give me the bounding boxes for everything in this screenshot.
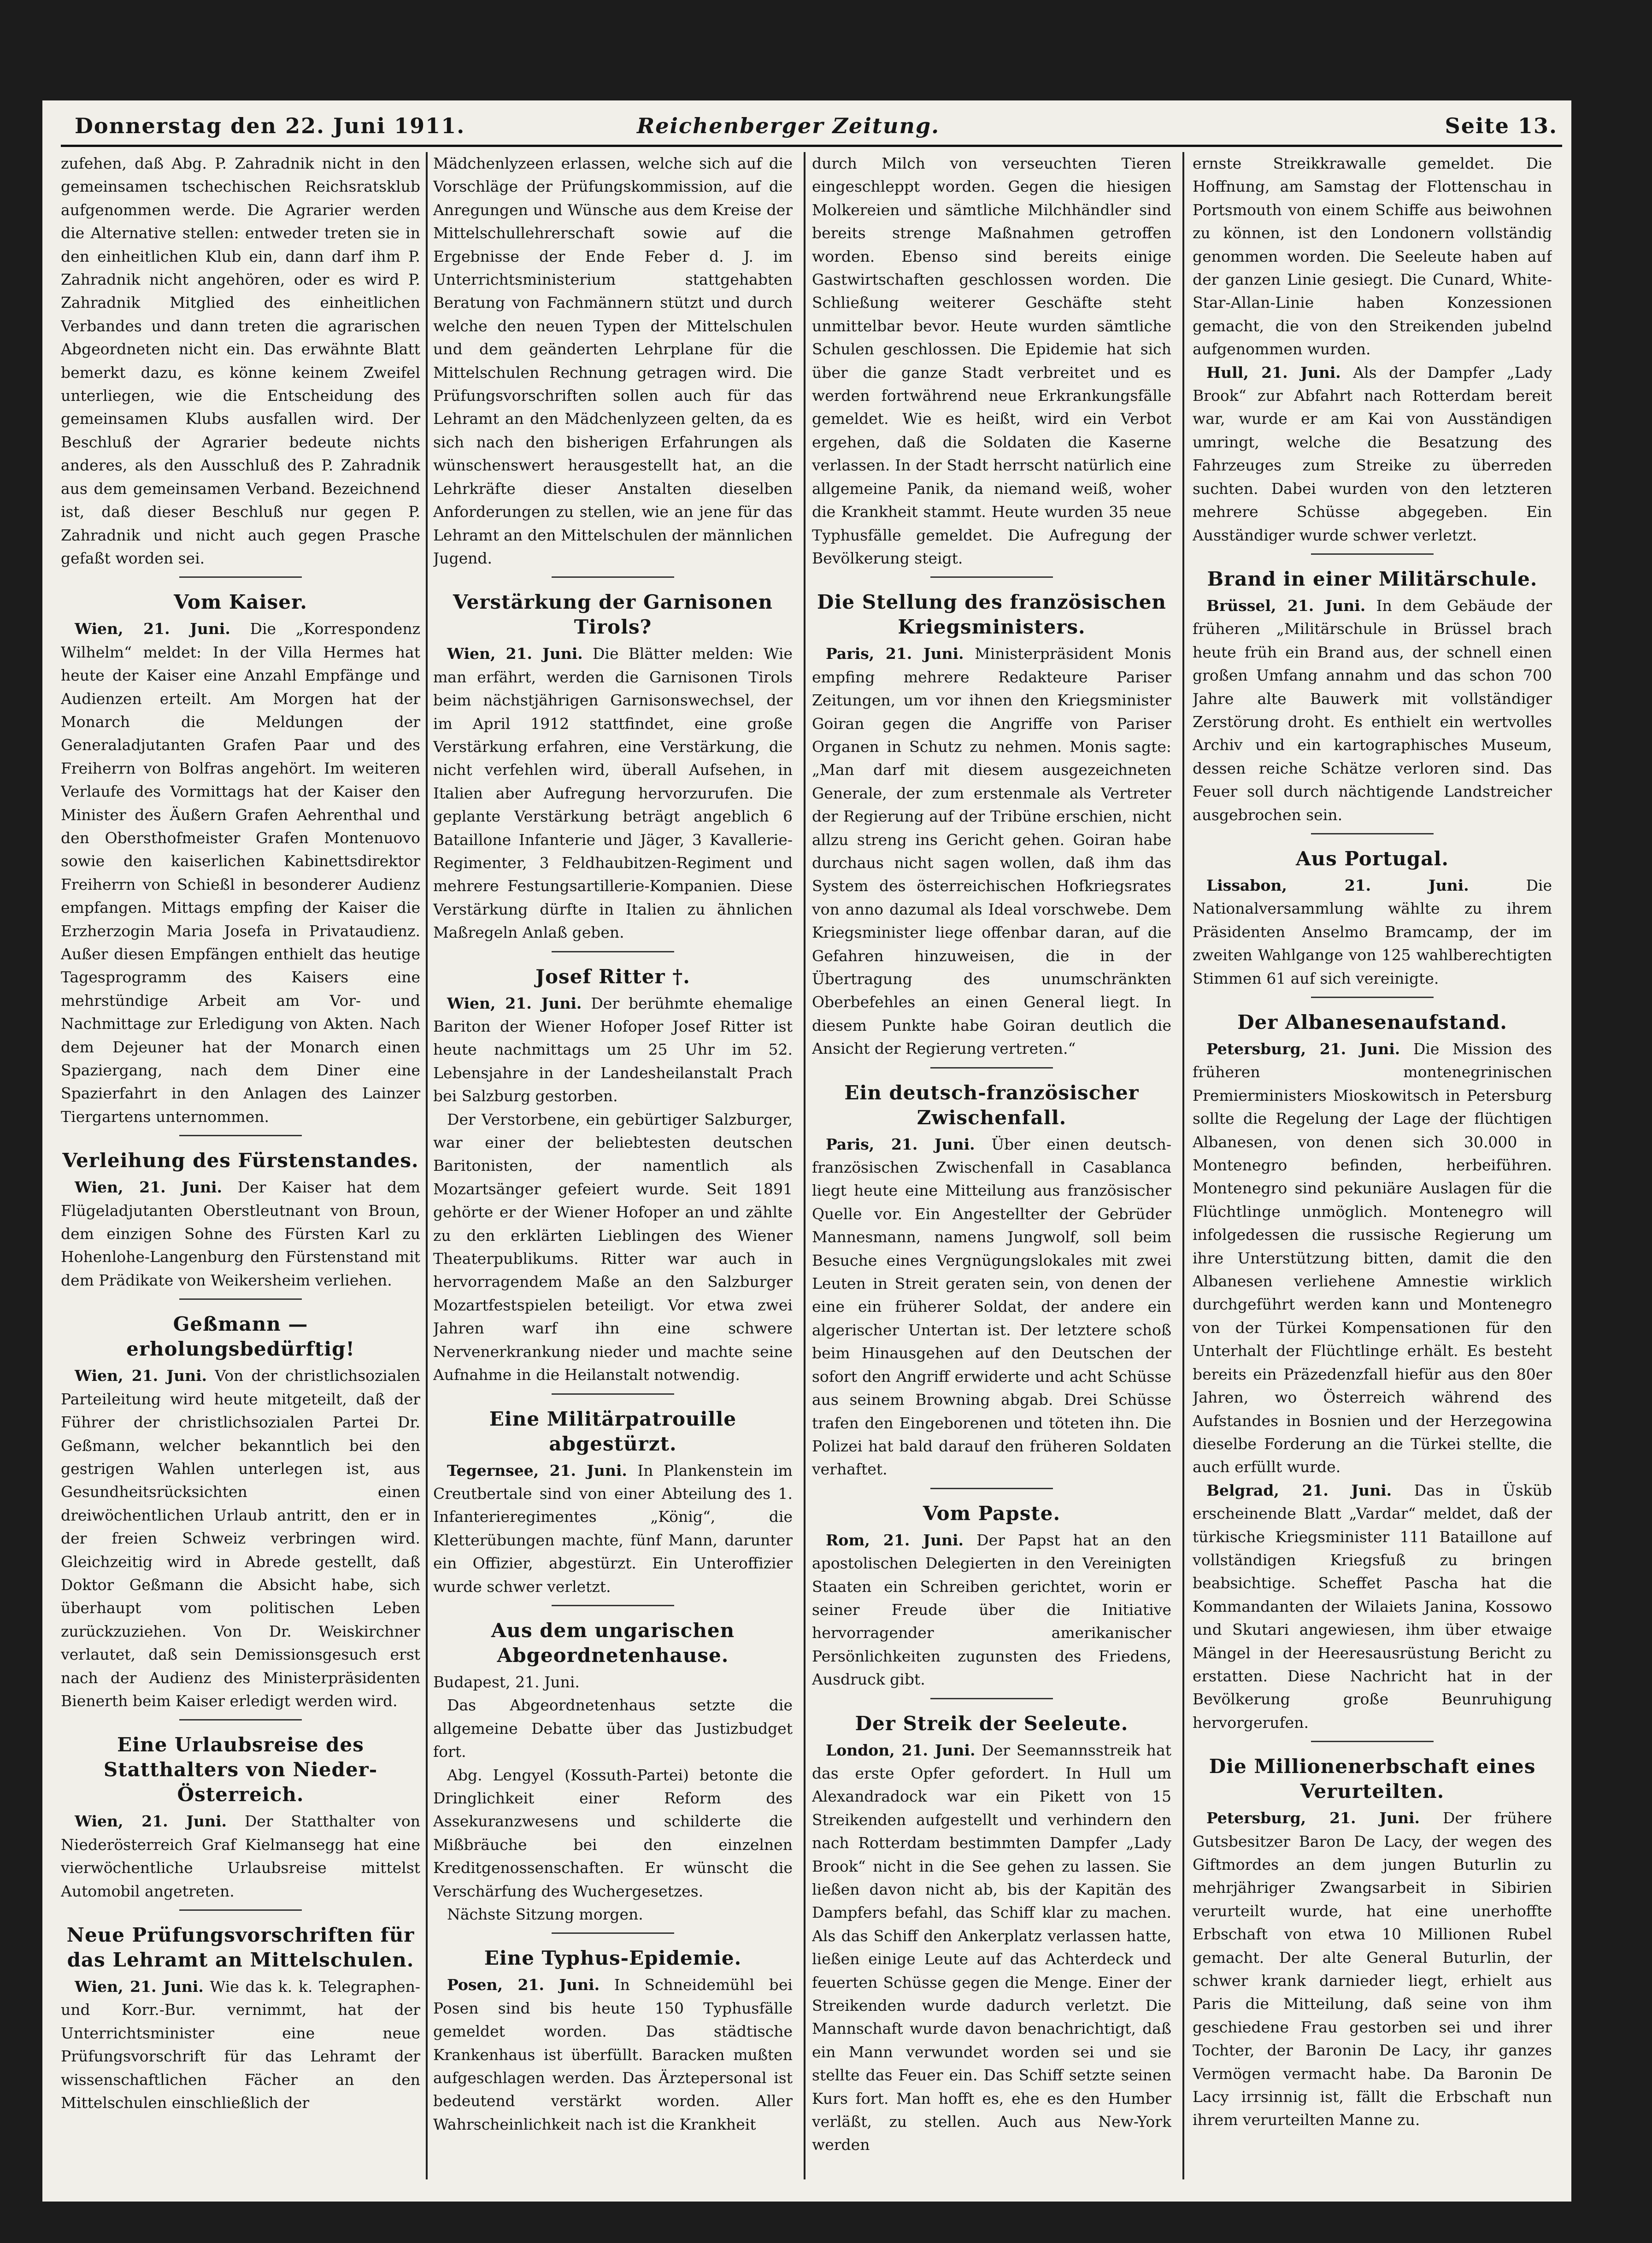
dateline: Tegernsee, 21. Juni. [447,1461,627,1480]
headline-rule [552,576,674,578]
dateline: Wien, 21. Juni. [75,1178,223,1197]
article-headline: Geßmann — erholungsbedürftig! [126,1313,355,1361]
article-headline: Verleihung des Fürstenstandes. [62,1149,419,1172]
article-text: Der Seemannsstreik hat das erste Opfer gefordert. In Hull um Alexandradock war ein Pikett von 15 Streikenden aufgestellt und verhindern den nach Rotterdam bestimmten Dampfer „Lady Brook“ nicht in die See gehen zu lassen. Sie ließen davon nicht ab, bis der Kapitän des Dampfers befahl, das Schiff klar zu machen. Als das Schiff den Ankerplatz verlassen hatte, ließen einige Leute auf das Achterdeck und feuerten Schüsse gegen die Menge. Einer der Streikenden wurde dadurch verletzt. Die Mannschaft wurde davon benachrichtigt, daß ein Mann verwundet worden sei und sie stellte das Feuer ein. Das Schiff setzte seinen Kurs fort. Man hofft es, ehe es den Humber verläßt, zu stellen. Auch aus New-York werden [812,1741,1171,2154]
article-headline: Ein deutsch-französischer Zwischenfall. [844,1081,1139,1129]
newspaper-title: Reichenberger Zeitung. [637,113,940,138]
dateline: Paris, 21. Juni. [826,1135,975,1153]
article-paragraph [1193,594,1552,827]
article-paragraph [1193,1479,1552,1734]
article-text: Der berühmte ehemalige Bariton der Wiener Hofoper Josef Ritter ist heute nachmittags um 25 Uhr im 52. Lebensjahre in der Landesheilanstalt Prach bei Salzburg gestorben. [433,994,793,1105]
headline-rule [930,1067,1052,1069]
article-paragraph [1193,1038,1552,1479]
continued-text: durch Milch von verseuchten Tieren eingeschleppt worden. Gegen die hiesigen Molkereien und sämtliche Milchhändler sind bereits strenge Maßnahmen getroffen worden. Ebenso sind bereits einige Gastwirtschaften geschlossen worden. Die Schließung weiterer Geschäfte steht unmittelbar bevor. Heute wurden sämtliche Schulen geschlossen. Die Epidemie hat sich über die ganze Stadt verbreitet und es werden fortwährend neue Erkrankungsfälle gemeldet. Wie es heißt, wird ein Verbot ergehen, daß die Soldaten die Kaserne verlassen. In der Stadt herrscht natürlich eine allgemeine Panik, da niemand weiß, woher die Krankheit stammt. Heute wurden 35 neue Typhusfälle gemeldet. Die Aufregung der Bevölkerung steigt. [812,154,1171,567]
dateline: Rom, 21. Juni. [826,1531,964,1549]
page-number: Seite 13. [1445,113,1558,138]
column-divider [804,152,805,2179]
article-paragraph [61,1176,420,1292]
dateline: Paris, 21. Juni. [826,645,964,663]
header-rule [61,145,1562,147]
headline-rule [552,1605,674,1606]
dateline: Petersburg, 21. Juni. [1206,1809,1420,1827]
article-headline: Eine Urlaubsreise des Statthalters von Nieder-Österreich. [103,1733,378,1806]
article-text: Wie das k. k. Telegraphen- und Korr.-Bur. vernimmt, hat der Unterrichtsminister eine neue Prüfungsvorschrift für das Lehramt der wissenschaftlichen Fächer an den Mittelschulen einschließlich der [61,1978,420,2112]
article-headline: Verstärkung der Garnisonen Tirols? [453,591,773,639]
headline-rule [1311,553,1433,555]
article-text: Das in Üsküb erscheinende Blatt „Vardar“ meldet, daß der türkische Kriegsminister 111 Bataillone auf vollständigen Kriegsfuß zu bringen beabsichtige. Scheffet Pascha hat die Kommandanten der Wilaiets Janina, Kossowo und Skutari angewiesen, ihm über etwaige Mängel in der Heeresausrüstung Bericht zu erstatten. Diese Nachricht hat in der Bevölkerung große Beunruhigung hervorgerufen. [1193,1481,1552,1732]
headline-rule [1311,833,1433,834]
headline-rule [179,1298,301,1300]
headline-rule [179,1719,301,1720]
article-paragraph [433,992,793,1108]
article-headline: Eine Militärpatrouille abgestürzt. [489,1407,737,1455]
headline-rule [179,1135,301,1136]
column-4 [1193,152,1552,2189]
dateline: Wien, 21. Juni. [447,645,583,663]
headline-rule [552,951,674,952]
headline-rule [1311,1741,1433,1742]
article-paragraph [61,617,420,1128]
article-paragraph [433,1973,793,2136]
article-text: Ministerpräsident Monis empfing mehrere Redakteure Pariser Zeitungen, um vor ihnen den Kriegsminister Goiran gegen die Angriffe von Pariser Organen in Schutz zu nehmen. Monis sagte: „Man darf mit diesem ausgezeichneten Generale, der zum erstenmale als Vertreter der Regierung auf der Tribüne erschien, nicht allzu streng ins Gericht gehen. Goiran habe durchaus nicht sagen wollen, daß ihm das System des österreichischen Hofkriegsrates von anno dazumal als Ideal vorschwebe. Dem Kriegsminister liege offenbar daran, auf die Gefahren hinzuweisen, die in der Übertragung des unumschränkten Oberbefehles an einen General liegt. In diesem Punkte habe Goiran deutlich die Ansicht der Regierung vertreten.“ [812,645,1171,1058]
article-headline: Der Streik der Seeleute. [855,1712,1129,1735]
article-paragraph [812,642,1171,1060]
headline-rule [179,576,301,578]
dateline: Wien, 21. Juni. [75,620,230,638]
dateline: Wien, 21. Juni. [75,1978,204,1996]
headline-rule [1311,997,1433,998]
article-headline: Neue Prüfungsvorschriften für das Lehramt an Mittelschulen. [66,1924,415,1971]
article-headline: Aus Portugal. [1295,847,1449,870]
article-headline: Die Millionenerbschaft eines Verurteilten. [1209,1755,1536,1803]
article-text: Der Kaiser hat dem Flügeladjutanten Oberstleutnant von Broun, dem einzigen Sohne des Fürsten Karl zu Hohenlohe-Langenburg den Fürstenstand mit dem Prädikate von Weikersheim verliehen. [61,1178,420,1289]
article-text: Als der Dampfer „Lady Brook“ zur Abfahrt nach Rotterdam bereit war, wurde er am Kai von Ausständigen umringt, welche die Besatzung des Fahrzeuges zum Streike zu überreden suchten. Dabei wurden von den letzteren mehrere Schüsse abgegeben. Ein Ausständiger wurde schwer verletzt. [1193,363,1552,544]
continued-text: Budapest, 21. Juni. [433,1673,580,1691]
article-paragraph [812,1133,1171,1481]
continued-text: zufehen, daß Abg. P. Zahradnik nicht in den gemeinsamen tschechischen Reichsratsklub aufgenommen werde. Die Agrarier werden die Alternative stellen: entweder treten sie in den einheitlichen Klub ein, dann darf ihm P. Zahradnik nicht angehören, oder es wird P. Zahradnik Mitglied des einheitlichen Verbandes und dann treten die agrarischen Abgeordneten nicht ein. Das erwähnte Blatt bemerkt dazu, es könne keinem Zweifel unterliegen, wie die Entscheidung des gemeinsamen Klubs ausfallen wird. Der Beschluß der Agrarier bedeute nichts anderes, als den Ausschluß des P. Zahradnik aus dem gemeinsamen Verband. Bezeichnend ist, daß dieser Beschluß nur gegen P. Zahradnik und nicht auch gegen Prasche gefaßt worden sei. [61,154,420,567]
article-paragraph [1193,1807,1552,2132]
article-text: Über einen deutsch-französischen Zwischenfall in Casablanca liegt heute eine Mitteilung aus französischer Quelle vor. Ein Angestellter der Gebrüder Mannesmann, namens Jungwolf, soll beim Besuche eines Vergnügungslokales mit zwei Leuten in Streit geraten sein, von denen der eine ein früherer Soldat, der andere ein algerischer Untertan ist. Der letztere schoß beim Hinausgehen auf den Deutschen der sofort den Angriff erwiderte und acht Schüsse aus seinem Browning abgab. Drei Schüsse trafen den Eingeborenen und töteten ihn. Die Polizei hat bald darauf den früheren Soldaten verhaftet. [812,1135,1171,1479]
dateline: Posen, 21. Juni. [447,1976,600,1994]
dateline: Lissabon, 21. Juni. [1206,876,1469,894]
masthead [42,105,1571,142]
article-text: Der frühere Gutsbesitzer Baron De Lacy, der wegen des Giftmordes an dem jungen Buturlin zu mehrjähriger Zwangsarbeit in Sibirien verurteilt wurde, hat eine unerhoffte Erbschaft von etwa 10 Millionen Rubel gemacht. Der alte General Buturlin, der schwer krank darnieder liegt, erhielt aus Paris die Mitteilung, daß seine von ihm geschiedene Frau gestorben sei und ihrer Tochter, der Baronin De Lacy, ihr ganzes Vermögen vermacht habe. Da Baronin De Lacy irrsinnig ist, fällt die Erbschaft nun ihrem verurteilten Manne zu. [1193,1809,1552,2129]
article-text: In dem Gebäude der früheren „Militärschule in Brüssel brach heute früh ein Brand aus, der schnell einen großen Umfang annahm und das schon 700 Jahre alte Bauwerk mit vollständiger Zerstörung droht. Es enthielt ein wertvolles Archiv und ein kartographisches Museum, dessen reiche Schätze verloren sind. Das Feuer soll durch nächtigende Landstreicher ausgebrochen sein. [1193,596,1552,824]
column-divider [1182,152,1184,2179]
article-paragraph: Das Abgeordnetenhaus setzte die allgemeine Debatte über das Justizbudget fort. [433,1696,793,1761]
dateline: Wien, 21. Juni. [447,994,582,1012]
headline-rule [552,1932,674,1934]
dateline: Hull, 21. Juni. [1206,363,1341,382]
article-headline: Die Stellung des französischen Kriegsministers. [817,591,1166,639]
column-divider [426,152,428,2179]
dateline: Belgrad, 21. Juni. [1206,1481,1392,1499]
article-text: In Plankenstein im Creutbertale sind von einer Abteilung des 1. Infanterieregimentes „König“, die Kletterübungen machte, fünf Mann, darunter ein Offizier, abgestürzt. Ein Unteroffizier wurde schwer verletzt. [433,1461,793,1596]
article-paragraph: Der Verstorbene, ein gebürtiger Salzburger, war einer der beliebtesten deutschen Baritonisten, der namentlich als Mozartsänger gefeiert wurde. Seit 1891 gehörte er der Wiener Hofoper an und zählte zu den erklärten Lieblingen des Wiener Theaterpublikums. Ritter war auch in hervorragendem Maße an den Salzburger Mozartfestspielen beteiligt. Vor etwa zwei Jahren warf ihn eine schwere Nervenerkrankung nieder und machte seine Aufnahme in die Heilanstalt notwendig. [433,1110,793,1384]
article-text: Die Blätter melden: Wie man erfährt, werden die Garnisonen Tirols beim nächstjährigen Garnisonswechsel, der im April 1912 stattfindet, eine große Verstärkung erfahren, eine Verstärkung, die nicht verfehlen wird, überall Aufsehen, in Italien aber Aufregung hervorzurufen. Die geplante Verstärkung beträgt angeblich 6 Bataillone Infanterie und Jäger, 3 Kavallerie-Regimenter, 3 Feldhaubitzen-Regiment und mehrere Festungsartillerie-Kompanien. Diese Verstärkung dürfte in Italien zu ähnlichen Maßregeln Anlaß geben. [433,645,793,942]
article-text: Von der christlichsozialen Parteileitung wird heute mitgeteilt, daß der Führer der christlichsozialen Partei Dr. Geßmann, welcher bekanntlich bei den gestrigen Wahlen unterlegen ist, aus Gesundheitsrücksichten einen dreiwöchentlichen Urlaub antritt, den er in der freien Schweiz verbringen wird. Gleichzeitig wird in Abrede gestellt, daß Doktor Geßmann die Absicht habe, sich überhaupt vom politischen Leben zurückzuziehen. Von Dr. Weiskirchner verlautet, daß sein Demissionsgesuch erst nach der Audienz des Ministerpräsidenten Bienerth beim Kaiser erledigt werden wird. [61,1367,420,1710]
article-text: Der Papst hat an den apostolischen Delegierten in den Vereinigten Staaten ein Schreiben gerichtet, worin er seiner Freude über die Initiative hervorragender amerikanischer Persönlichkeiten zugunsten des Friedens, Ausdruck gibt. [812,1531,1171,1689]
article-headline: Aus dem ungarischen Abgeordnetenhause. [491,1619,735,1667]
article-paragraph [433,1459,793,1598]
dateline: London, 21. Juni. [826,1741,976,1759]
article-headline: Vom Kaiser. [174,591,307,614]
article-headline: Brand in einer Militärschule. [1207,567,1538,590]
article-paragraph [61,1364,420,1713]
issue-date: Donnerstag den 22. Juni 1911. [75,113,465,138]
article-text: Die Mission des früheren montenegrinischen Premierministers Mioskowitsch in Petersburg sollte die Regelung der Lage der flüchtigen Albanesen, von denen sich 30.000 in Montenegro befinden, herbeiführen. Montenegro sind pekuniäre Auslagen für die Flüchtlinge unmöglich. Montenegro will infolgedessen die russische Regierung um ihre Unterstützung bitten, damit die den Albanesen verliehene Amnestie wirklich durchgeführt werden kann und Montenegro von der Türkei Kompensationen für den Unterhalt der Flüchtlinge erhält. Es besteht bereits ein Präzedenzfall hiefür aus den 80er Jahren, wo Österreich während des Aufstandes in Bosnien und der Herzegowina dieselbe Forderung an die Türkei stellte, die auch erfüllt wurde. [1193,1040,1552,1476]
dateline: Brüssel, 21. Juni. [1206,596,1366,615]
article-text: Die „Korrespondenz Wilhelm“ meldet: In der Villa Hermes hat heute der Kaiser eine Anzahl Empfänge und Audienzen erteilt. Am Morgen hat der Monarch die Meldungen der Generaladjutanten Grafen Paar und des Freiherrn von Bolfras angehört. Im weiteren Verlaufe des Vormittags hat der Kaiser den Minister des Äußern Grafen Aehrenthal und den Obersthofmeister Grafen Montenuovo sowie den kaiserlichen Kabinettsdirektor Freiherrn von Schießl in besonderer Audienz empfangen. Mittags empfing der Kaiser die Erzherzogin Maria Josefa in Privataudienz. Außer diesen Empfängen enthielt das heutige Tagesprogramm des Kaisers eine mehrstündige Arbeit am Vor- und Nachmittage zur Erledigung von Akten. Nach dem Dejeuner hat der Monarch einen Spaziergang, nach dem Diner eine Spazierfahrt in den Anlagen des Lainzer Tiergartens unternommen. [61,620,420,1126]
dateline: Wien, 21. Juni. [75,1367,207,1385]
headline-rule [552,1393,674,1395]
continued-text: Mädchenlyzeen erlassen, welche sich auf die Vorschläge der Prüfungskommission, auf die Anregungen und Wünsche aus dem Kreise der Mittelschullehrerschaft sowie auf die Ergebnisse der Ende Feber d. J. im Unterrichtsministerium stattgehabten Beratung von Fachmännern stützt und durch welche den neuen Typen der Mittelschulen und dem geänderten Lehrplane für die Mittelschulen Rechnung getragen wird. Die Prüfungsvorschriften sollen auch für das Lehramt an den Mädchenlyzeen gelten, da es sich nach den bisherigen Erfahrungen als wünschenswert herausgestellt hat, an die Lehrkräfte dieser Anstalten dieselben Anforderungen zu stellen, wie an jene für das Lehramt an den Mittelschulen der männlichen Jugend. [433,154,793,567]
newspaper-page [42,100,1571,2202]
column-1 [61,152,420,2189]
article-headline: Eine Typhus-Epidemie. [484,1947,742,1970]
dateline: Petersburg, 21. Juni. [1206,1040,1400,1058]
article-paragraph [61,1810,420,1903]
headline-rule [930,1698,1052,1699]
article-paragraph [61,1975,420,2114]
article-paragraph: Abg. Lengyel (Kossuth-Partei) betonte die Dringlichkeit einer Reform des Assekuranzwesens und schilderte die Mißbräuche bei den einzelnen Kreditgenossenschaften. Er wünscht die Verschärfung des Wuchergesetzes. [433,1766,793,1900]
article-paragraph [433,642,793,944]
column-2 [433,152,793,2189]
article-paragraph [1193,361,1552,547]
article-text: Der Statthalter von Niederösterreich Graf Kielmansegg hat eine vierwöchentliche Urlaubsreise mittelst Automobil angetreten. [61,1812,420,1900]
article-headline: Josef Ritter †. [535,965,690,988]
dateline: Wien, 21. Juni. [75,1812,227,1831]
article-paragraph: Nächste Sitzung morgen. [447,1905,643,1923]
column-3 [812,152,1171,2189]
article-paragraph [812,1739,1171,2157]
headline-rule [930,1488,1052,1489]
article-headline: Der Albanesenaufstand. [1237,1011,1507,1033]
continued-text: ernste Streikkrawalle gemeldet. Die Hoffnung, am Samstag der Flottenschau in Portsmouth von einem Schiffe aus beiwohnen zu können, ist den Londonern vollständig genommen worden. Die Seeleute haben auf der ganzen Linie gesiegt. Die Cunard, White-Star-Allan-Linie haben Konzessionen gemacht, die von den Streikenden jubelnd aufgenommen wurden. [1193,154,1552,358]
article-text: In Schneidemühl bei Posen sind bis heute 150 Typhusfälle gemeldet worden. Das städtische Krankenhaus ist überfüllt. Baracken mußten aufgeschlagen werden. Das Ärztepersonal ist bedeutend verstärkt worden. Aller Wahrscheinlichkeit nach ist die Krankheit [433,1976,793,2133]
article-headline: Vom Papste. [923,1502,1061,1525]
headline-rule [179,1909,301,1911]
article-paragraph [812,1529,1171,1691]
article-paragraph [1193,874,1552,990]
headline-rule [930,576,1052,578]
article-text: Die Nationalversammlung wählte zu ihrem Präsidenten Anselmo Bramcamp, der im zweiten Wahlgange von 125 wahlberechtigten Stimmen 61 auf sich vereinigte. [1193,876,1552,987]
